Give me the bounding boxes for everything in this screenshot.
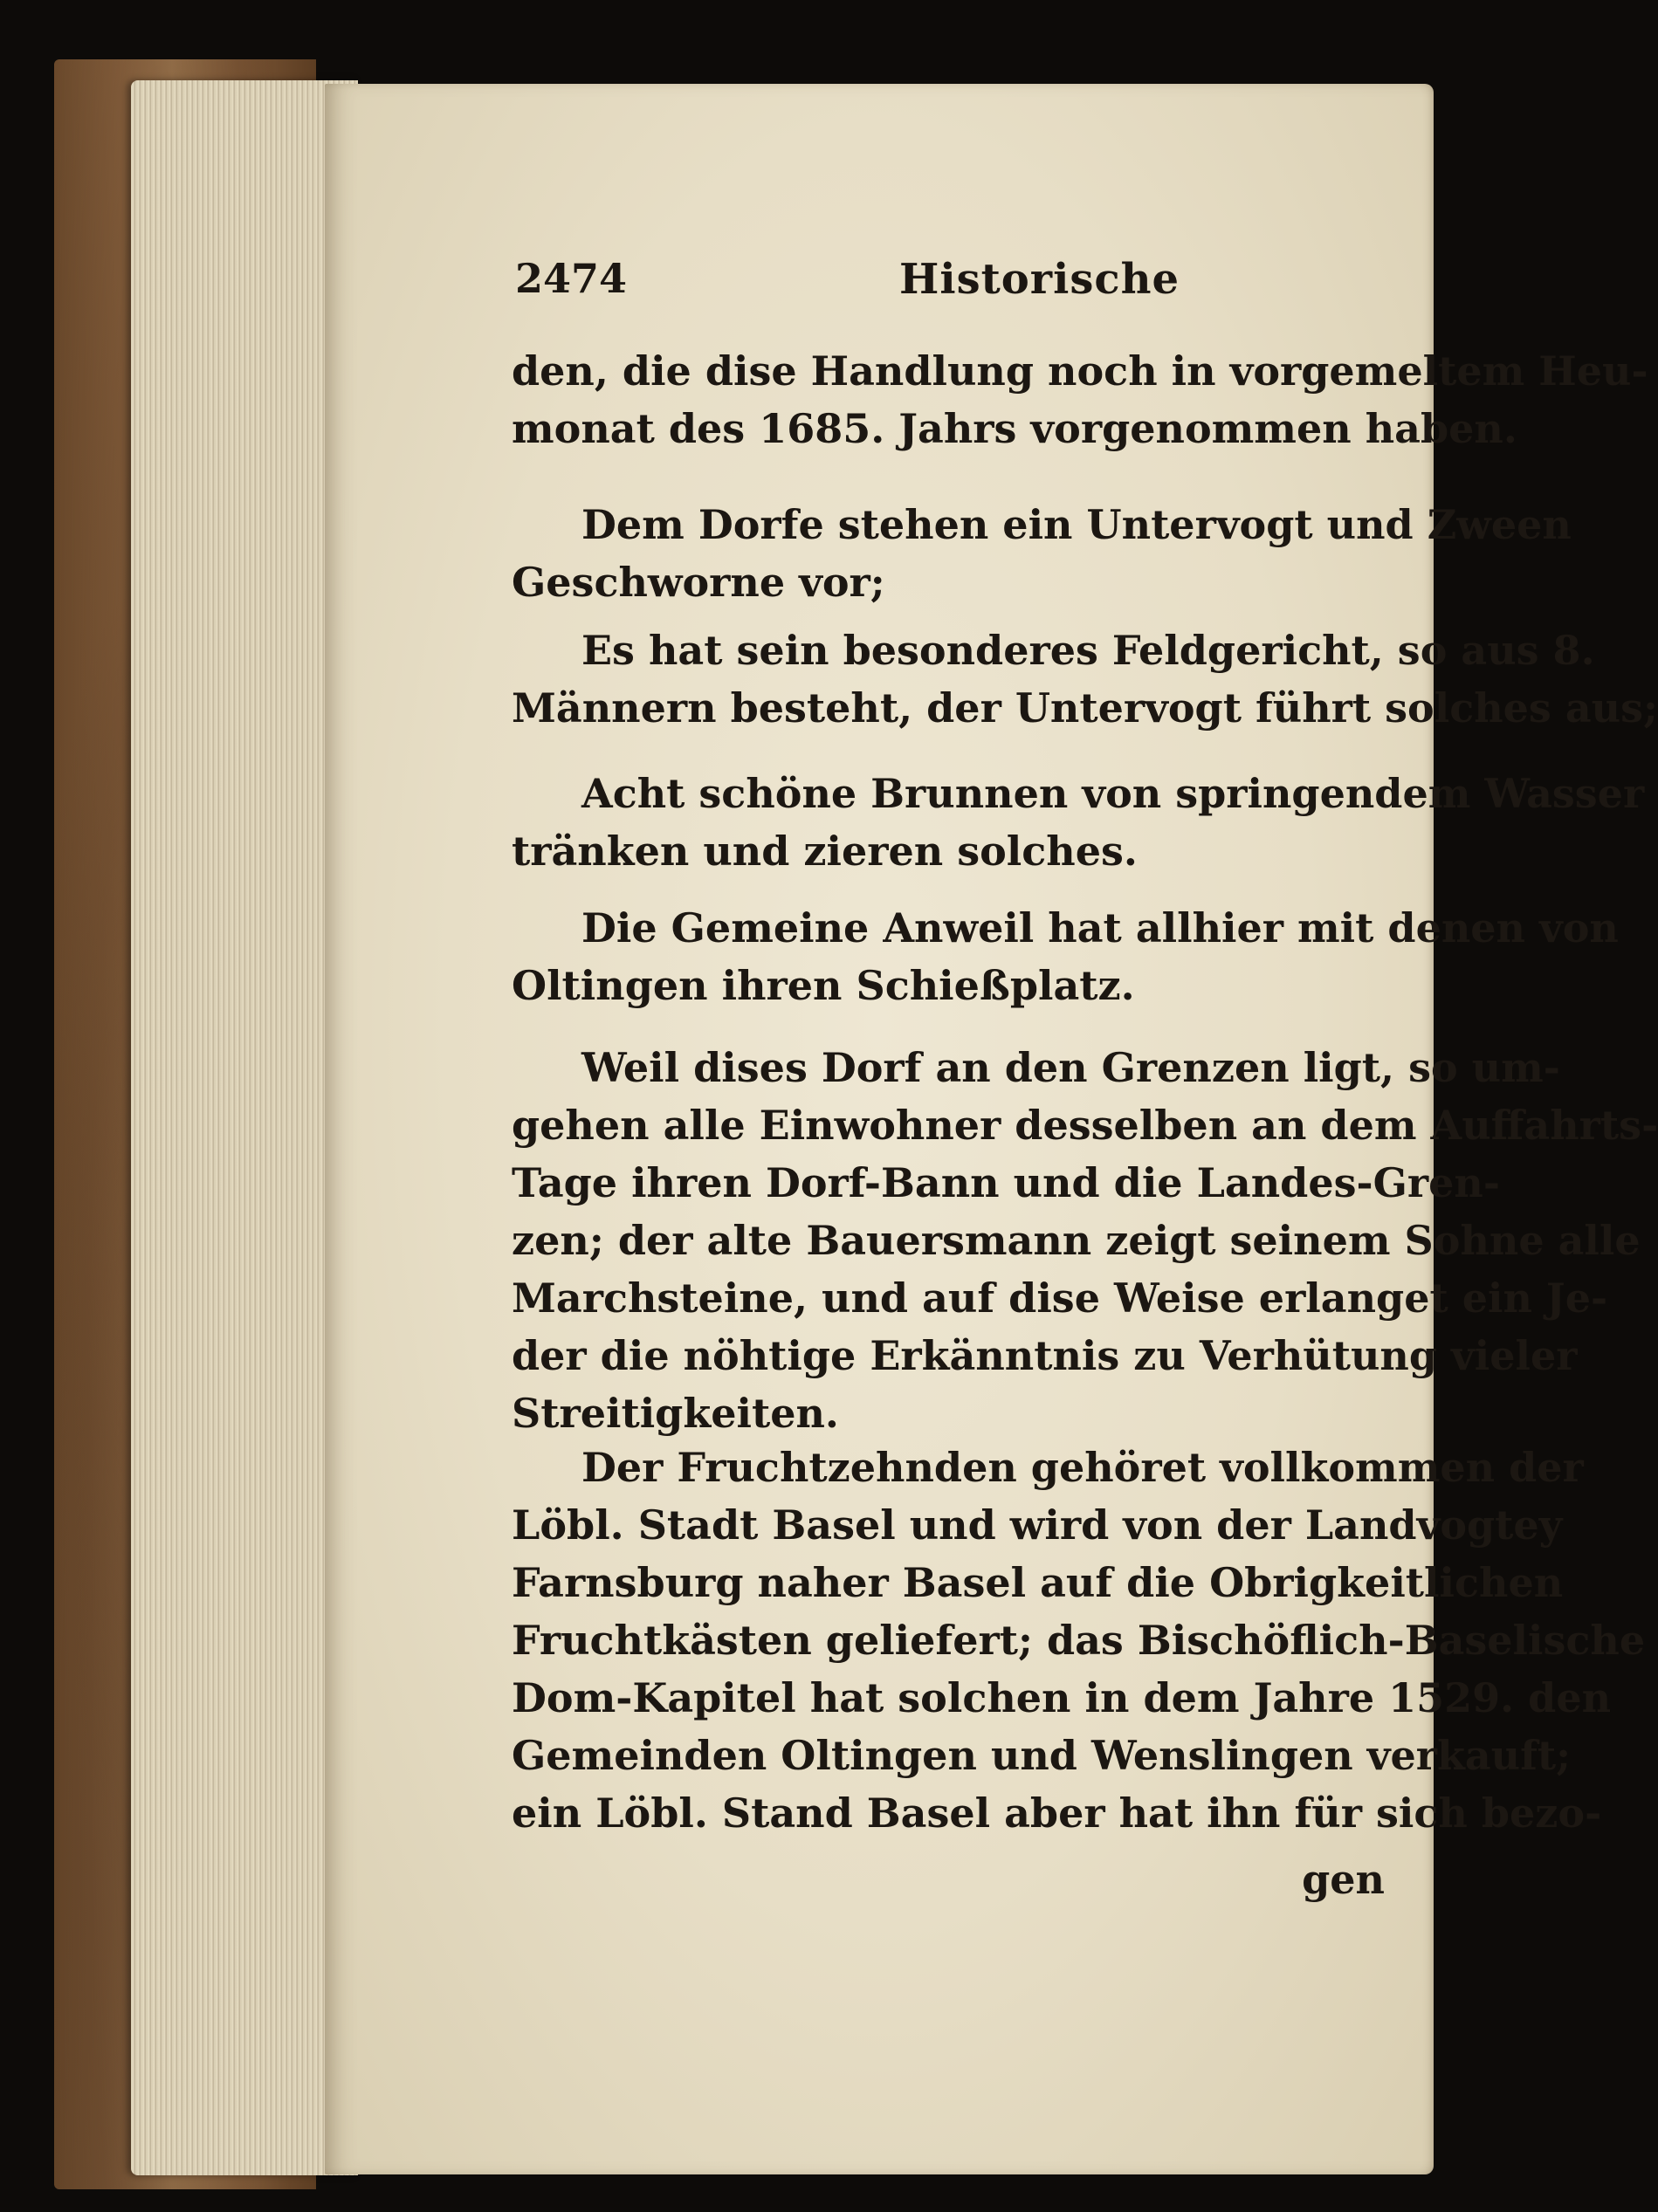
catchword: gen xyxy=(1302,1856,1385,1903)
running-title: Historische xyxy=(899,255,1180,304)
text-line: Männern besteht, der Untervogt führt solches aus; xyxy=(512,684,1658,732)
text-line: zen; der alte Bauersmann zeigt seinem Sohne alle xyxy=(512,1217,1641,1264)
paragraph-2 xyxy=(512,496,1572,611)
paragraph-5 xyxy=(512,899,1619,1014)
text-line: Marchsteine, und auf dise Weise erlanget ein Je- xyxy=(512,1274,1608,1322)
paragraph-3 xyxy=(512,622,1658,737)
text-line: ein Löbl. Stand Basel aber hat ihn für sich bezo- xyxy=(512,1790,1602,1837)
page-header xyxy=(515,255,1384,307)
page-number: 2474 xyxy=(515,255,628,302)
text-line: Tage ihren Dorf-Bann und die Landes-Gren- xyxy=(512,1159,1500,1206)
text-line: Fruchtkästen geliefert; das Bischöflich-Baselische xyxy=(512,1617,1646,1664)
page-edges xyxy=(131,80,358,2175)
text-line: Es hat sein besonderes Feldgericht, so aus 8. xyxy=(581,627,1595,674)
text-line: Gemeinden Oltingen und Wenslingen verkauft; xyxy=(512,1732,1572,1779)
text-line: Dom-Kapitel hat solchen in dem Jahre 1529. den xyxy=(512,1674,1612,1721)
catchword-block xyxy=(512,1851,1385,1908)
paragraph-4 xyxy=(512,765,1645,880)
text-line: Oltingen ihren Schießplatz. xyxy=(512,962,1135,1009)
text-line: Acht schöne Brunnen von springendem Wasser xyxy=(581,770,1645,817)
text-line: Löbl. Stadt Basel und wird von der Landvogtey xyxy=(512,1501,1563,1549)
text-line: gehen alle Einwohner desselben an dem Auffahrts- xyxy=(512,1102,1658,1149)
text-line: der die nöhtige Erkänntnis zu Verhütung vieler xyxy=(512,1332,1578,1379)
text-line: Farnsburg naher Basel auf die Obrigkeitlichen xyxy=(512,1559,1564,1606)
text-line: monat des 1685. Jahrs vorgenommen haben. xyxy=(512,405,1517,452)
text-line: Dem Dorfe stehen ein Untervogt und Zween xyxy=(581,501,1572,548)
text-line: tränken und zieren solches. xyxy=(512,828,1138,875)
text-line: Der Fruchtzehnden gehöret vollkommen der xyxy=(581,1444,1584,1491)
paragraph-6 xyxy=(512,1039,1658,1442)
text-line: Weil dises Dorf an den Grenzen ligt, so um- xyxy=(581,1044,1560,1091)
paragraph-1 xyxy=(512,342,1648,457)
text-line: den, die dise Handlung noch in vorgemeltem Heu- xyxy=(512,347,1648,395)
paragraph-7 xyxy=(512,1439,1646,1842)
text-line: Die Gemeine Anweil hat allhier mit denen von xyxy=(581,904,1619,951)
text-line: Geschworne vor; xyxy=(512,559,885,606)
text-line: Streitigkeiten. xyxy=(512,1390,839,1437)
